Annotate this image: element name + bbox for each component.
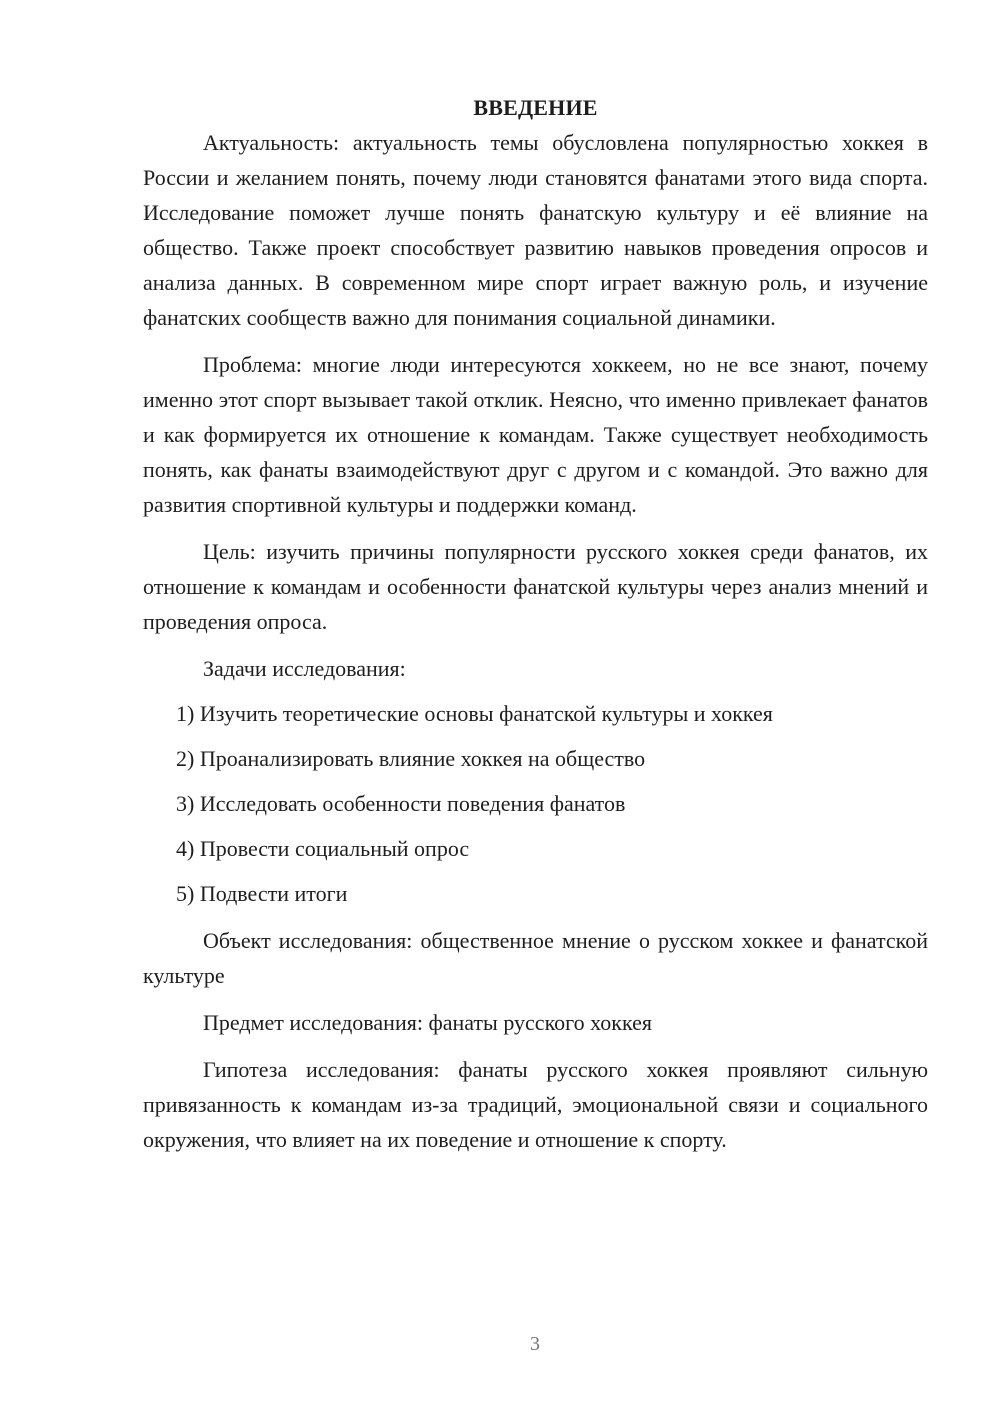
list-item: 3) Исследовать особенности поведения фанатов: [176, 791, 626, 816]
list-item: 2) Проанализировать влияние хоккея на общество: [176, 746, 646, 771]
list-item: 5) Подвести итоги: [176, 881, 348, 906]
page-title: ВВЕДЕНИЕ: [473, 95, 598, 120]
list-item: 4) Провести социальный опрос: [176, 836, 470, 861]
document-page: [143, 90, 928, 1157]
tasks-list: [143, 696, 928, 911]
hypothesis-paragraph: Гипотеза исследования: фанаты русского хоккея проявляют сильную привязанность к командам из-за традиций, эмоциональной связи и социального окружения, что влияет на их поведение и отношение к спорту.: [143, 1057, 928, 1152]
problem-paragraph: Проблема: многие люди интересуются хоккеем, но не все знают, почему именно этот спорт вызывает такой отклик. Неясно, что именно привлекает фанатов и как формируется их отношение к командам. Также существует необходимость понять, как фанаты взаимодействуют друг с другом и с командой. Это важно для развития спортивной культуры и поддержки команд.: [143, 352, 928, 517]
page-number: 3: [530, 1333, 540, 1355]
tasks-heading: Задачи исследования:: [203, 656, 406, 681]
goal-paragraph: Цель: изучить причины популярности русского хоккея среди фанатов, их отношение к командам и особенности фанатской культуры через анализ мнений и проведения опроса.: [143, 539, 928, 634]
relevance-paragraph: Актуальность: актуальность темы обусловлена популярностью хоккея в России и желанием понять, почему люди становятся фанатами этого вида спорта. Исследование поможет лучше понять фанатскую культуру и её влияние на общество. Также проект способствует развитию навыков проведения опросов и анализа данных. В современном мире спорт играет важную роль, и изучение фанатских сообществ важно для понимания социальной динамики.: [143, 130, 928, 330]
subject-paragraph: Предмет исследования: фанаты русского хоккея: [203, 1010, 652, 1035]
object-paragraph: Объект исследования: общественное мнение о русском хоккее и фанатской культуре: [143, 928, 928, 988]
list-item: 1) Изучить теоретические основы фанатской культуры и хоккея: [176, 701, 773, 726]
